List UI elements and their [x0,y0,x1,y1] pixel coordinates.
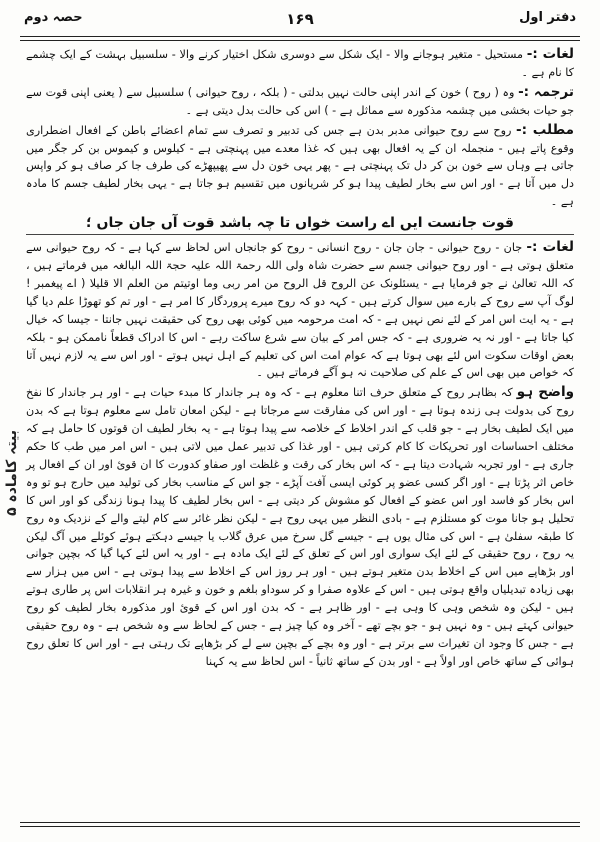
verse-line: قوت جانست ایں اے راست خواں تا چہ باشد قوت آں جان جاں ؛ [26,215,574,235]
paragraph-wazeh [26,384,574,671]
paragraph-lughat-2 [26,239,574,382]
header-rule-double [20,40,580,41]
paragraph-text: روح سے روح حیوانی مدبر بدن ہے جس کی تدبیر و تصرف سے تمام اعضائے باطن کے افعال اضطراری وقوع پاتے ہیں - منجملہ ان کے یہ افعال بھی ہیں کہ غذا معدے میں پہنچتی ہے - کیلوس و کیموس بن کر جگر میں جاتی ہے وہاں سے خون بن کر دل تک پہنچتی ہے - پھر یہی خون دل سے پھیپھڑے کی طرف جا کر صاف ہو کر واپس دل میں آتا ہے - اور اس سے بخار لطیف پیدا ہو کر شریانوں میں تقسیم ہو جاتا ہے - یہی بخار لطیف جسم کا مادہ ہے ۔ [26,123,574,209]
note-heading: واضح ہو [516,384,574,401]
paragraph-text: جان - روح حیوانی - جان جان - روح انسانی - روح کو جانجاں اس لحاظ سے کہا ہے - کہ روح حیوانی سے متعلق ہوتی ہے - اور روح حیوانی جسم سے حضرت شاہ ولی اللہ رحمۃ اللہ علیہ حجۃ اللہ البالغہ میں فرماتے ہیں ، کہ اللہ تعالیٰ نے جو فرمایا ہے - یسئلونک عن الروح قل الروح من امر ربی وما اوتیتم من العلم الا قلیلا ( اے پیغمبر ! لوگ آپ سے روح کے بارے میں سوال کرتے ہیں - کہہ دو کہ روح میرے پروردگار کا امر ہے - اور تم کو تھوڑا علم دیا گیا ہے - یہ ایت اس امر کے لئے نص نہیں ہے - کہ امت مرحومہ میں کوئی بھی روح کی حقیقت نہیں جانتا - جیسا کہ خیال کیا جاتا ہے - اور نہ یہ ضروری ہے - کہ جس امر کے بیان سے شرع ساکت رہے - اس کا ادراک قطعاً ناممکن ہو - بلکہ بعض اوقات سکوت اس لئے بھی ہوتا ہے کہ عوام امت اس کی تعلیم کے اہل نہیں ہوتے - اور اس سے یہ لازم نہیں آتا کہ خواص میں بھی اس کے علم کی صلاحیت نہ ہو آگے فرماتے ہیں ۔ [26,241,574,380]
margin-note-text: ۵ بیتہ کامادہ [4,430,20,516]
header-part-title: حصہ دوم [24,10,83,25]
footer-rule [20,822,580,823]
body-text [26,46,574,816]
paragraph-lughat-1 [26,46,574,82]
paragraph-text: کہ بظاہر روح کے متعلق حرف اتنا معلوم ہے - کہ وہ ہر جاندار کا مبدء حیات ہے - اور ہر جاندار کا نفخ روح کی بدولت ہی زندہ ہوتا ہے - اور اس کی مفارقت سے مرجاتا ہے - لیکن امعان تامل سے معلوم ہوتا ہے کہ بدن میں ایک لطیف بخار ہے - جو قلب کے اندر اخلاط کے خلاصہ سے پیدا ہوتا ہے - یہ بخار لطیف ان قوتوں کا حامل ہے کہ مختلف احساسات اور تحریکات کا کام کرتی ہیں - اور غذا کی تدبیر عمل میں لاتی ہیں - اس امر میں طب کا حکم جاری ہے - اور تجربہ شہادت دیتا ہے - کہ اس بخار کی رقت و غلظت اور صفاو کدورت کا ان قوئ اور ان کے افعال پر خاص اثر پڑتا ہے - اور اگر کسی عضو پر کوئی ایسی آفت آپڑے - جو اس کے مناسب بخار کی تولید میں حارج ہو تو وہ اس بخار کو فاسد اور اس عضو کے افعال کو مشوش کر دیتی ہے - اس بخار لطیف کا پیدا ہونا زندگی کو اور اس کا تحلیل ہو جانا موت کو مستلزم ہے - بادی النظر میں یہی روح ہے - لیکن نظر غائر سے کام لیتے والے کے نزدیک وہ روح کا طبقہ سفلیٰ ہے - اس کی مثال یوں ہے - جیسے گل سرخ میں عرق گلاب یا جیسے دہکتے ہوئے کوئلے میں آگ لیکن یہ روح ، روح حقیقی کے لئے ایک سواری اور اس کے تعلق کے لئے ایک مادہ ہے - اور یہ اس لئے کہا گیا کہ بچپن جوانی اور بڑھاپے میں اس کے اخلاط بدن متغیر ہوتے ہیں - اور ہر روز اس کے اخلاط سے پیدا ہوتی ہے - اس میں ہزار سے بھی زیادہ تبدیلیاں واقع ہوتی ہیں - اس کے علاوہ صفرا و کر سوداو بلغم و خون و غیرہ ہر انقلابات اس پر طاری ہوتے ہیں - لیکن وہ شخص وہی کا وہی ہے - اور ظاہر ہے - کہ بدن اور اس کے قوئ اور مذکورہ بخار لطیف کو روح حیوانی کہتے ہیں - وہ نہیں ہو - جو بچے تھے - آخر وہ کیا چیز ہے - جس کے لحاظ سے وہ شخص ہے - وہ روح حقیقی ہے - جس کا وجود ان تغیرات سے برتر ہے - اور وہ بچے کے بچپن سے لے کر بڑھاپے تک رہتی ہے - اور اس کا تعلق روح ہوائی کے ساتھ خاص اور اولاً ہے - اور بدن کے ساتھ ثانیاً - اس لحاظ سے یہ کہنا [26,386,574,668]
term-heading: لغات :- [526,46,574,62]
footer-rule-double [20,826,580,827]
page-header [20,10,580,32]
header-page-number: ۱۶۹ [286,10,314,28]
paragraph-tarjuma [26,84,574,120]
paragraph-matlab [26,122,574,212]
meaning-heading: مطلب :- [515,121,574,138]
header-book-title: دفتر اول [519,10,576,25]
translation-heading: ترجمہ :- [518,83,575,100]
paragraph-text: وہ ( روح ) خون کے اندر اپنی حالت نہیں بدلتی - ( بلکہ ، روح حیوانی ) سلسبیل سے ( یعنی اپنی قوت سے جو حیات بخشی میں چشمہ مذکورہ سے مماثل ہے - ) اس کی حالت بدل دیتی ہے ۔ [26,85,574,117]
term-heading: لغات :- [526,239,574,256]
paragraph-text: مستحیل - متغیر ہوجانے والا - ایک شکل سے دوسری شکل اختیار کرنے والا - سلسبیل بہشت کے ایک چشمے کا نام ہے ۔ [26,48,574,79]
header-rule [20,36,580,37]
margin-note [4,430,22,620]
